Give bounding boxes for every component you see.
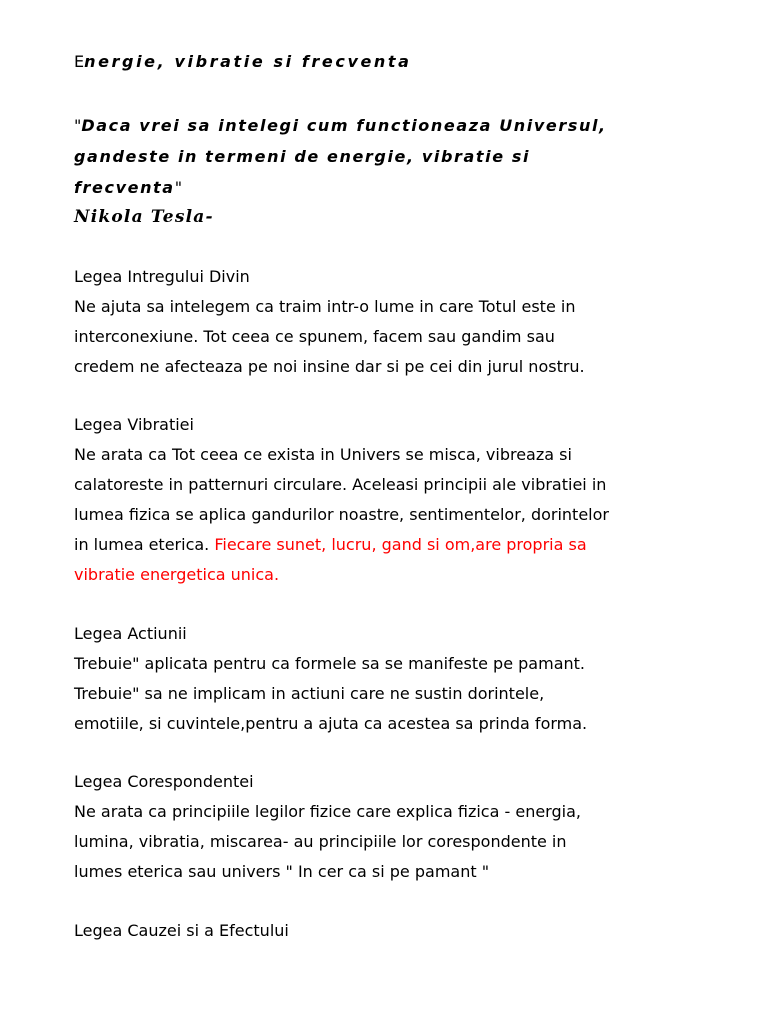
section-heading: Legea Vibratiei xyxy=(74,415,194,434)
section-line-mixed xyxy=(74,530,714,560)
quote-text-3: frecventa xyxy=(74,178,175,197)
section-corespondentei xyxy=(74,767,714,887)
section-heading: Legea Cauzei si a Efectului xyxy=(74,921,289,940)
section-line: emotiile, si cuvintele,pentru a ajuta ca acestea sa prinda forma. xyxy=(74,714,588,733)
section-line: interconexiune. Tot ceea ce spunem, facem sau gandim sau xyxy=(74,327,555,346)
section-line: lumina, vibratia, miscarea- au principiile lor corespondente in xyxy=(74,832,567,851)
tesla-quote xyxy=(74,110,714,203)
document-title xyxy=(74,50,412,74)
section-actiunii xyxy=(74,619,714,739)
quote-line-2: gandeste in termeni de energie, vibratie si xyxy=(74,147,531,166)
quote-line-1 xyxy=(74,110,714,141)
section-line: lumes eterica sau univers " In cer ca si pe pamant " xyxy=(74,862,490,881)
section-line: calatoreste in patternuri circulare. Aceleasi principii ale vibratiei in xyxy=(74,475,607,494)
quote-open-mark: " xyxy=(74,116,82,135)
section-line: Trebuie" aplicata pentru ca formele sa se manifeste pe pamant. xyxy=(74,654,585,673)
section-heading: Legea Actiunii xyxy=(74,624,187,643)
quote-close-mark: " xyxy=(174,178,183,197)
section-heading: Legea Intregului Divin xyxy=(74,267,250,286)
section-vibratiei xyxy=(74,410,714,590)
section-line: Ne arata ca principiile legilor fizice care explica fizica - energia, xyxy=(74,802,581,821)
section-intregului-divin xyxy=(74,262,714,382)
highlighted-line: vibratie energetica unica. xyxy=(74,565,280,584)
section-line: Ne ajuta sa intelegem ca traim intr-o lume in care Totul este in xyxy=(74,297,576,316)
section-line: Trebuie" sa ne implicam in actiuni care ne sustin dorintele, xyxy=(74,684,545,703)
section-line: Ne arata ca Tot ceea ce exista in Univers se misca, vibreaza si xyxy=(74,445,572,464)
highlighted-text: Fiecare sunet, lucru, gand si om,are propria sa xyxy=(214,535,587,554)
section-heading: Legea Corespondentei xyxy=(74,772,254,791)
section-line: lumea fizica se aplica gandurilor noastre, sentimentelor, dorintelor xyxy=(74,505,609,524)
quote-text-1: Daca vrei sa intelegi cum functioneaza Universul, xyxy=(81,116,607,135)
section-line: credem ne afecteaza pe noi insine dar si pe cei din jurul nostru. xyxy=(74,357,585,376)
quote-line-3 xyxy=(74,172,714,203)
title-first-letter: E xyxy=(74,52,85,71)
section-cauzei-efectului xyxy=(74,916,714,946)
quote-author: Nikola Tesla- xyxy=(74,207,214,227)
title-rest: nergie, vibratie si frecventa xyxy=(84,52,412,71)
mixed-black-text: in lumea eterica. xyxy=(74,535,215,554)
